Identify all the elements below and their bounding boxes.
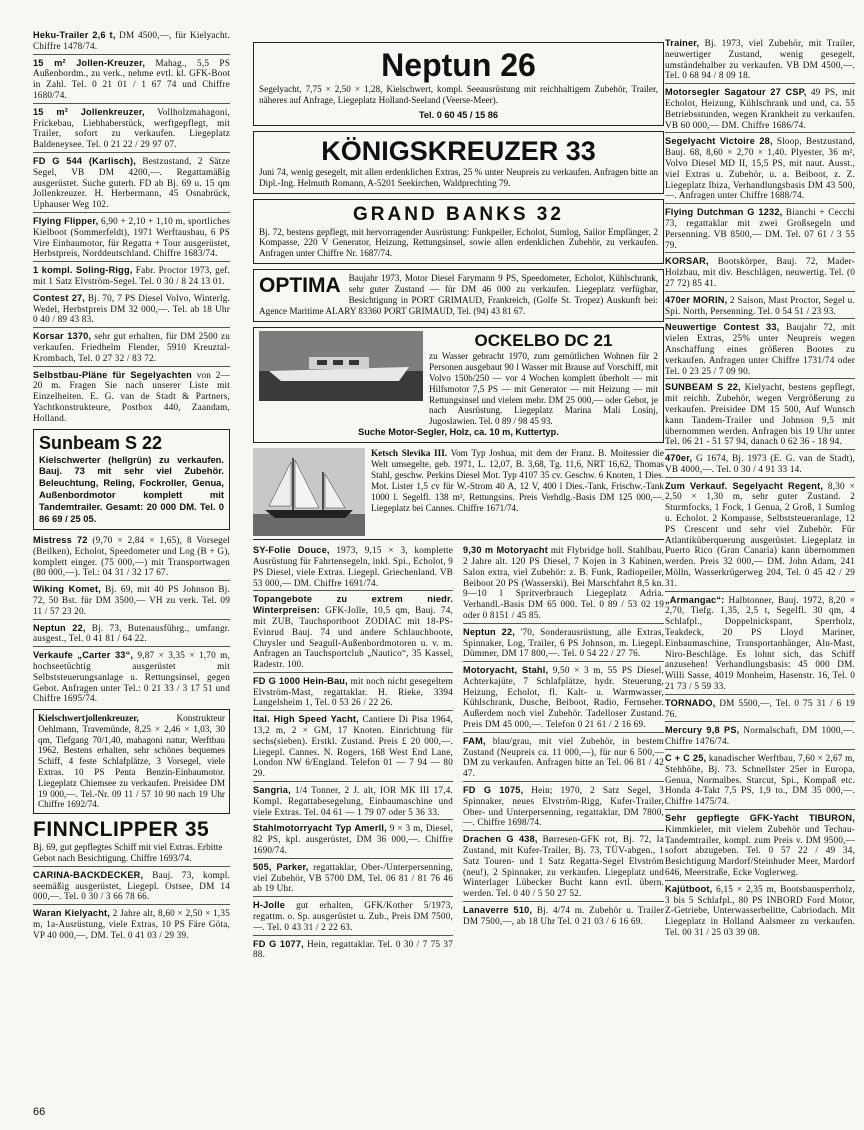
classified-ad xyxy=(253,676,453,711)
optima-ad xyxy=(253,269,664,322)
classified-ad xyxy=(463,736,664,782)
neptun26-ad xyxy=(253,42,664,126)
classified-ad xyxy=(253,545,453,591)
ketsch-ad xyxy=(253,448,664,540)
grandbanks-body: Bj. 72, bestens gepflegt, mit hervorragender Ausrüstung: Funkpeiler, Echolot, Sumlog, Sailor Empfänger, 2 Kompasse, 220 V Generator, Heizung, Rettungsinsel, sowie allen erdenklichen Zubehör, zu verkaufen. Anfragen unter Chiffre Nr. 1687/74. xyxy=(259,226,658,259)
classified-ad xyxy=(33,30,230,55)
ad-body: 9,87 × 3,35 × 1,70 m, hochseetüchtig ausgerüstet mit Selbststeuerungsanlage u. Rettungsinsel, gegen Gebot. Anfragen unter Tel.: 0 21 33 / 3 17 51 und Chiffre 1695/74. xyxy=(33,650,230,704)
ad-body: 9,50 × 3 m, 55 PS Diesel, Achterkajüte, 7 Schlafplätze, hydr. Steuerung, Heizung, Echolot, fl. Kalt- u. Warmwasser, Kühlschrank, Dusche, Beiboot, Radio, Fernseher. Außerdem noch viel Zubehör. Tadelloser Zustand. Preis DM 45 000,—. Telefon 0 21 61 / 2 16 69. xyxy=(463,665,664,730)
sunbeam-body: Kielschwerter (hellgrün) zu verkaufen. Bauj. 73 mit sehr viel Zubehör. Beleuchtung, Reling, Fockroller, Genua, Außenbordmotor komplett mit Tandemtrailer. Gesamt: 20 000 DM. Tel. 0 86 69 / 25 05. xyxy=(39,453,224,525)
ad-heading: 470er, xyxy=(665,453,693,464)
ad-heading: Ital. High Speed Yacht, xyxy=(253,714,359,725)
ad-heading: Topangebote zu extrem niedr. Winterpreisen: xyxy=(253,594,453,616)
classified-ad xyxy=(665,38,855,84)
ad-heading: FD G 1075, xyxy=(463,785,524,796)
column-left xyxy=(33,30,230,946)
ad-body: 1/4 Tonner, 2 J. alt, IOR MK III 17,4. Kompl. Regattabesegelung, Einbaumaschine und viele Extras. Tel. 04 61 — 1 79 07 oder 5 36 33. xyxy=(253,785,453,817)
ad-body: Hein, regattaklar. Tel. 0 30 / 7 75 37 88. xyxy=(253,938,453,960)
ad-heading: Lanaverre 510, xyxy=(463,905,533,916)
column-right xyxy=(665,38,855,943)
koenigskreuzer-body: Juni 74, wenig gesegelt, mit allen erdenklichen Extras, 25 % unter Neupreis zu verkaufen. Anfragen bitte an Dipl.-Ing. Helmuth Romann, A-5201 Seekirchen, Waldprechting 79. xyxy=(259,166,658,188)
ad-heading: CARINA-BACKDECKER, xyxy=(33,869,144,880)
ad-body: Bootskörper, Bauj. 72, Mader-Holzbau, mit div. Beschlägen, neuwertig. Tel. (0 27 72) 85 41. xyxy=(665,256,855,288)
middle-subcolumn-right xyxy=(463,545,664,965)
koenigskreuzer-title: KÖNIGSKREUZER 33 xyxy=(321,135,596,166)
ad-heading: Trainer, xyxy=(665,38,700,48)
ad-body: DM 4500,—, für Kielyacht. Chiffre 1478/74. xyxy=(33,30,230,51)
ad-body: 9 × 3 m, Diesel, 82 PS, kpl. ausgerüstet, DM 36 000,—. Chiffre 1690/74. xyxy=(253,823,453,856)
ad-heading: FD G 1000 Hein-Bau, xyxy=(253,675,348,686)
ockelbo-photo xyxy=(259,331,423,401)
classified-ad xyxy=(463,545,664,624)
classified-ad xyxy=(665,753,855,810)
ad-heading: FD G 1077, xyxy=(253,938,304,949)
ad-body: Bestzustand, 2 Sätze Segel, VB DM 4200,—. Regattamäßig ausgerüstet. Suche guterh. FD ab Bj. 69 u. 15 qm Jollenkreuzer. H. Herbermann, 45 Osnabrück, Uphauser Weg 102. xyxy=(33,155,230,210)
classified-ad xyxy=(665,322,855,379)
ad-heading: 1 kompl. Soling-Rigg, xyxy=(33,265,133,276)
classified-ad xyxy=(665,595,855,695)
ad-body: mit Flybridge holl. Stahlbau, 2 Jahre alt. 120 PS Diesel, 7 Kojen in 3 Kabinen, Salon extra, viel Zubehör: z. B. Funk, Radiopeiler, Beiboot 20 PS (Wasserski). Bei Marschfahrt 8,5 kn. 9—10 l Spritverbrauch Liegeplatz Adria. Verhandl.-Basis DM 65 000. Tel. 0 89 / 53 02 19 oder 0 8151 / 45 85. xyxy=(463,545,664,620)
classified-ad xyxy=(33,331,230,366)
classified-ad xyxy=(253,714,453,782)
kielschwert-head: Kielschwertjollenkreuzer, xyxy=(38,713,139,724)
ockelbo-body: zu Wasser gebracht 1970, zum gemütlichen Wohnen für 2 Personen ausgebaut 90 l Wasser mit Brause auf Vorschiff, mit Volvo 150b/250 — vor 4 Wochen komplett überholt — mit Hilfsmotor 7,5 PS — mit Generator — mit Heizung — mit Rettungsinsel und vielem mehr. DM 25 000,— oder Gebot, je nach Ausrüstung. Liegeplatz Marina Mali Losinj, Jugoslawien. Tel. 0 89 / 98 45 93. xyxy=(429,350,658,427)
grandbanks-ad xyxy=(253,199,664,265)
ad-body: Kimmkieler, mit vielem Zubehör und Techau-Tandemtrailer, kompl. zum Preis v. DM 9500,— sofort abzugeben. Tel. 0 57 22 / 49 34, Besichtigung Mardorf/Steinhuder Meer, Mardorf 646, Meerstraße, Ecke Voglerweg. xyxy=(665,823,855,877)
ad-body: Bj. 1973, viel Zubehör, mit Trailer, neuwertiger Zustand, wenig gesegelt, umständehalber zu verkaufen. VB DM 4500,—. Tel. 0 68 94 / 8 09 18. xyxy=(665,38,855,81)
grandbanks-title: GRAND BANKS 32 xyxy=(353,203,564,225)
ad-heading: Motorsegler Sagatour 27 CSP, xyxy=(665,87,807,98)
classified-ad xyxy=(665,813,855,881)
ad-heading: Heku-Trailer 2,6 t, xyxy=(33,30,116,40)
ad-heading: Kajütboot, xyxy=(665,883,713,894)
ad-body: Sloop, Bestzustand, Bauj. 68, 8,60 × 2,70 × 1,40. Plyester, 36 m², Volvo Diesel MD II, 15,5 PS, mit naut. Ausst., viel Extras u. Zubehör, u. a. Beiboot, z. Z. Liegeplatz Ibiza, Verhandlungsbasis DM 43 500,—. Anfragen unter Chiffre 1688/74. xyxy=(665,136,855,201)
classified-ad xyxy=(463,665,664,733)
middle-subcolumn-left xyxy=(253,545,453,965)
classified-ad xyxy=(665,87,855,133)
ad-body: sehr gut erhalten, für DM 2500 zu verkaufen. Friedhelm Flender, 5910 Kreuztal-Krombach, Tel. 0 27 32 / 83 72. xyxy=(33,331,231,363)
ad-body: Bauj. 73, kompl. seemäßig ausgerüstet, Liegepl. Ostsee, DM 14 000,—. Tel. 0 30 / 3 66 78 66. xyxy=(33,869,230,902)
ad-heading: Zum Verkauf. Segelyacht Regent, xyxy=(665,480,824,491)
classified-ad xyxy=(33,156,230,213)
ad-heading: 9,30 m Motoryacht xyxy=(463,545,548,556)
ad-body: Fabr. Proctor 1973, gef. mit 1 Satz Elvström-Segel. Tel. 0 30 / 8 24 13 01. xyxy=(33,265,230,286)
classified-ad xyxy=(665,725,855,750)
classified-ad xyxy=(33,293,230,328)
classified-ad xyxy=(33,870,230,905)
ad-body: '70, Sonderausrüstung, alle Extras, Spinnaker, Log, Trailer, 6 PS Johnson, m. Liegepl. Dümmer, DM 17 800,—. Tel. 0 54 22 / 27 76. xyxy=(463,626,664,659)
ad-body: Cantiere Di Pisa 1964, 13,2 m, 2 × GM, 17 Knoten. Einrichtung für sechs(sieben). Erstkl. Zustand. Preis £ 20 000,—. Liegepl. Cannes. N. Rogers, 168 West End Lane, London NW 6/England. Telefon 01 — 7 94 — 80 29. xyxy=(253,714,453,779)
classified-ad xyxy=(463,785,664,831)
ad-body: Bj. 70, 7 PS Diesel Volvo, Winterlg. Wedel, Herbstpreis DM 32 000,—. Tel. ab 18 Uhr 0 40 / 89 43 83. xyxy=(33,292,230,325)
ad-body: Halbtonner, Bauj. 1972, 8,20 × 2,70, Tiefg. 1,35, 2,5 t, Segelfl. 30 qm, 4 Schlafpl., Doppelnickspant, Sperrholz, Teakdeck, 20 PS Lloyd Mariner, Einbaumaschine, Transportanhänger, Alu-Mast, Niro-Beschläge. Es lohnt sich, das Schiff anzusehen! Verhandlungsbasis: 45 000 DM. Willi Sasse, 4019 Monheim, Hasenstr. 16, Tel. 0 21 73 / 5 59 33. xyxy=(665,594,855,692)
column-middle xyxy=(253,30,664,965)
ad-body: Kielyacht, bestens gepflegt, mit reichh. Zubehör, wegen Vergrößerung zu verkaufen. Preisidee DM 15 500, Auf Wunsch kann Tandem-Trailer und Johnson 9,5 mit übernommen werden. Anfragen bis 19 Uhr unter Tel. 06 21 - 51 57 94, danach 0 62 36 - 18 94. xyxy=(665,382,855,447)
ockelbo-ad xyxy=(253,327,664,443)
koenigskreuzer-ad xyxy=(253,131,664,194)
ad-heading: Korsar 1370, xyxy=(33,331,92,342)
kielschwert-body: Konstrukteur Oehlmann, Travemünde, 8,25 × 2,46 × 1,03, 30 qm, Tiefgang 70/1,40, mahagoni natur, Werftbau 1962. Bestens erhalten, sehr schönes bequemes Schiff, 4 feste Schlafplätze, 3 Vorsegel, viele Extras. 10 PS Penta Benzin-Einbaumotor. Liegeplatz Chiemsee zu verkaufen. Preisidee DM 19 000,—. Tel.-Nr. 09 11 / 57 10 90 nach 19 Uhr Chiffre 1692/74. xyxy=(38,713,225,810)
ad-heading: KORSAR, xyxy=(665,256,709,267)
ad-body: Hein; 1970, 2 Satz Segel, 3 Spinnaker, neues Elvström-Rigg, Kufer-Trailer, Ober- und Unterpersenning, regattaklar, DM 7800,—. Chiffre 1698/74. xyxy=(463,785,664,828)
ad-body: 8,30 × 2,50 × 1,30 m, sehr guter Zustand. 2 Sturmfocks, 1 Fock, 1 Genua, 2 Groß, 1 Sumlog u. Echolot. 2 Kompasse, Selbststeueranlage, 12 PS Crescent und sehr viel Zubehör. Für Atlantiküberquerung ausgerüstet. Liegeplatz in Puerto Rico (Gran Canaria) kann übernommen werden. Preis 32 000,— DM. John Adam, 241 Mölln, Wasserkrügerweg 204, Tel. 0 45 42 / 29 31. xyxy=(665,480,855,588)
ad-body: 1973, 9,15 × 3, komplette Ausrüstung für Fahrtensegeln, inkl. Spi., Echolot, 9 PS Diesel, viele Extras. Liegepl. Griechenland. VB 53 000,— DM. Chiffre 1691/74. xyxy=(253,545,453,588)
ad-heading: H-Jolle xyxy=(253,900,286,911)
ad-heading: Neuwertige Contest 33, xyxy=(665,322,780,333)
ad-heading: TORNADO, xyxy=(665,697,716,708)
ad-heading: Stahlmotorryacht Typ Amerll, xyxy=(253,823,387,834)
classified-ad xyxy=(253,823,453,858)
classified-ad xyxy=(665,382,855,450)
classified-ad xyxy=(463,905,664,929)
ad-heading: Selbstbau-Pläne für Segelyachten xyxy=(33,369,192,380)
ad-heading: Sangria, xyxy=(253,785,291,796)
ad-body: von 2—20 m. Fragen Sie nach unserer Liste mit Einzelheiten. E. G. van de Stadt & Partners, Yachtkonstrukteure, Postbox 440, Zaandam, Holland. xyxy=(33,369,230,423)
page-number: 66 xyxy=(33,1106,46,1118)
classified-ad xyxy=(33,650,230,706)
classified-ad xyxy=(33,58,230,104)
classified-ad xyxy=(33,584,230,619)
sunbeam-ad xyxy=(33,429,230,530)
classified-ad xyxy=(665,481,855,592)
ad-body: regattaklar, Ober-/Unterpersenning, viel Zubehör, VB 5700 DM, Tel. 06 81 / 81 76 46 ab 19 Uhr. xyxy=(253,861,453,894)
motorboat-image xyxy=(259,331,423,401)
ad-body: Baujahr 72, mit vielen Extras, 25% unter Neupreis wegen Anschaffung eines größeren Bootes zu verkaufen. Anfragen unter Chiffre 1731/74 oder Tel. 0 23 25 / 7 09 90. xyxy=(665,322,855,376)
ad-body: DM 5500,—, Tel. 0 75 31 / 6 19 76. xyxy=(665,697,855,719)
ad-body: blau/grau, mit viel Zubehör, in bestem Zustand (Neupreis ca. 11 000,—), für nur 6 500,— DM zu verkaufen. Anfragen bitte an Tel. 06 81 / 42 47. xyxy=(463,735,664,779)
ad-heading: Sehr gepflegte GFK-Yacht TIBURON, xyxy=(665,813,855,823)
ad-body: Børresen-GFK rot, Bj. 72, Ia Zustand, mit Kufer-Trailer, Bj. 73, TÜV-abgen., 1 Satz Touren- und 1 Satz Regatta-Segel Elvström (neu!), 2 Spinnaker, zu verkaufen. Liegeplatz und Winterlager Lübecker Bucht kann evtl. übern. werden. Tel. 0 40 / 5 50 27 52. xyxy=(463,834,664,899)
ad-heading: Neptun 22, xyxy=(463,626,516,637)
ad-heading: Drachen G 438, xyxy=(463,834,538,845)
ad-body: 2 Jahre alt, 8,60 × 2,50 × 1,35 m, 1a-Ausrüstung, viele Extras, 10 PS Färe Göta, VP 40 000,—, DM. Tel. 0 41 03 / 29 39. xyxy=(33,908,230,940)
ad-body: Normalschaft, DM 1000,—. Chiffre 1476/74. xyxy=(665,725,855,747)
ad-body: gut erhalten, GFK/Kother 5/1973, regattm. o. Sp. ausgerüstet u. Zub., Preis DM 7500,—. Tel. 0 43 31 / 2 22 63. xyxy=(253,900,453,932)
classified-ad xyxy=(665,698,855,723)
classified-ad xyxy=(253,594,453,673)
neptun26-body: Segelyacht, 7,75 × 2,50 × 1,28, Kielschwert, kompl. Seeausrüstung mit reichhaltigem Zubehör, Trailer, näheres auf Anfrage, Liegeplatz Holland-Seeland (Veerse-Meer). xyxy=(259,84,658,105)
finnclipper-title: FINNCLIPPER 35 xyxy=(33,818,210,842)
ad-heading: 505, Parker, xyxy=(253,861,309,872)
finnclipper-body: Bj. 69, gut gepflegtes Schiff mit viel Extras. Erbitte Gebot nach Besichtigung. Chiffre 1693/74. xyxy=(33,842,223,864)
classified-ad xyxy=(33,535,230,581)
ad-body: G 1674, Bj. 1973 (E. G. van de Stadt), VB 4000,—. Tel. 0 30 / 4 91 33 14. xyxy=(665,453,855,474)
classified-ad xyxy=(463,834,664,902)
ad-heading: Segelyacht Victoire 28, xyxy=(665,136,773,147)
ad-heading: 15 m² Jollenkreuzer, xyxy=(33,106,145,117)
sailboat-image xyxy=(253,448,365,536)
ad-heading: „Armangac“: xyxy=(665,594,725,605)
ketsch-body: Vom Typ Joshua, mit dem der Franz. B. Moitessier die Welt umsegelte, geb. 1971, L. 12,07, B. 3,68, Tg. 11,6, NRT 16,62, Thomas Stahl, geschw. Perkins Diesel Mot. Typ 4107 35 cv. Geschw. 6 Knoten, 1 Dies. Mot. Lister 1,5 cv für W.-Strom 40 A, 12 V, 400 l Dies.-Tank, Frischw.-Tank 1000 l. Segelfl. 138 m², Rettungsins. Preis Verhdlg.-Basis DM 125 000,—. Liegeplatz bei Cannes. Chiffre 1671/74. xyxy=(371,448,664,513)
ad-heading: Motoryacht, Stahl, xyxy=(463,665,549,676)
ad-body: Vollholzmahagoni, Frickebau, Liebhaberstück, werftgepflegt, mit Trailer, sofort zu verkaufen. Liegeplatz Baldeneysee. Tel. 0 21 22 / 29 97 07. xyxy=(33,106,230,150)
classified-ad xyxy=(33,623,230,648)
kielschwert-ad xyxy=(33,709,230,814)
classified-ad xyxy=(33,370,230,426)
classified-ad xyxy=(33,216,230,262)
ad-body: Bj. 69, mit 40 PS Johnson Bj. 72, 50 Bst. für DM 3500,— VH zu verk. Tel. 09 11 / 57 23 20. xyxy=(33,584,230,616)
ad-heading: C + C 25, xyxy=(665,753,707,764)
ad-heading: FD G 544 (Karlisch), xyxy=(33,155,137,166)
ad-heading: SY-Folie Douce, xyxy=(253,545,330,556)
ockelbo-title: OCKELBO DC 21 xyxy=(474,330,613,350)
classified-ad xyxy=(253,862,453,897)
ad-heading: 15 m² Jollen-Kreuzer, xyxy=(33,57,146,68)
classified-ad xyxy=(463,627,664,662)
ad-body: 49 PS, mit Echolot, Heizung, Kühlschrank und und, ca. 55 Betriebsstunden, wegen Krankheit zu verkaufen. VB 60 000,— DM. Chiffre 1686/74. xyxy=(665,87,855,130)
ockelbo-foot: Suche Motor-Segler, Holz, ca. 10 m, Kuttertyp. xyxy=(358,427,559,438)
classified-ad xyxy=(665,453,855,478)
ad-heading: Contest 27, xyxy=(33,292,86,303)
ketsch-head: Ketsch Slevika III. xyxy=(371,448,448,459)
ad-body: GFK-Jolle, 10,5 qm, Bauj. 74, mit ZUB, Tauchsportboot ZODIAC mit 18-PS-Evinrud Bauj. 74 und andere Schlauchboote, Chrysler und Seagull-Außenbordmotoren u. v. m. Anfragen an Tauchsportclub „Nautico“, 35 Kassel, Radestr. 100. xyxy=(253,605,453,670)
classified-ad xyxy=(665,136,855,204)
ad-heading: FAM, xyxy=(463,735,486,746)
optima-title: OPTIMA xyxy=(259,274,341,298)
ad-heading: Mistress 72 xyxy=(33,534,88,545)
classified-ad xyxy=(33,107,230,153)
ad-heading: Mercury 9,8 PS, xyxy=(665,725,740,736)
ad-body: Bj. 73, Butenausführg., umfangr. ausgest., Tel. 0 41 81 / 64 22. xyxy=(33,622,230,644)
ad-body: kanadischer Werftbau, 7,60 × 2,67 m, Stehhöhe, Bj. 73. Schnellster 25er in Europa, Genua, Normalbes. Starcut, Spi., Kompaß etc. Honda 4-Takt 7,5 PS, 1,9 to., DM 35 000,—. Chiffre 1475/74. xyxy=(665,753,855,807)
sunbeam-title: Sunbeam S 22 xyxy=(39,432,163,453)
classified-ad xyxy=(253,785,453,820)
ad-heading: Waran Kielyacht, xyxy=(33,908,111,919)
ad-heading: Neptun 22, xyxy=(33,622,86,633)
ad-body: mit noch nicht gesegeltem Elvström-Mast, regattaklar. H. Rieke, 3394 Langelsheim 1, Tel. 0 53 26 / 22 26. xyxy=(253,675,453,708)
classified-ad xyxy=(665,207,855,253)
finnclipper-ad xyxy=(33,818,230,867)
ad-heading: Wiking Komet, xyxy=(33,584,101,595)
classified-ad xyxy=(33,908,230,942)
ad-body: 2 Saison, Mast Proctor, Segel u. Spi. North, Persenning. Tel. 0 54 51 / 23 93. xyxy=(665,294,855,316)
neptun26-tel: Tel. 0 60 45 / 15 86 xyxy=(419,109,498,120)
classified-ad xyxy=(253,939,453,963)
ad-heading: Verkaufe „Carter 33“, xyxy=(33,650,134,661)
classified-ad xyxy=(33,265,230,290)
classified-ad xyxy=(665,295,855,320)
ad-body: Bj. 4/74 m. Zubehör u. Trailer DM 7500,—, ab 18 Uhr Tel. 0 21 03 / 6 16 69. xyxy=(463,905,664,926)
ad-body: (9,70 × 2,84 × 1,65), 8 Vorsegel (Beilken), Echolot, Speedometer und Log (B + G), komplett einger. (75 000,—) mit Transportwagen (80 000,—). Tel.: 04 31 / 32 17 67. xyxy=(33,534,230,578)
classified-ad xyxy=(665,884,855,940)
classified-ad xyxy=(253,900,453,935)
ad-body: Bianchi + Cecchi 73, regattaklar mit zwei Großsegeln und Persenning. VB 8500,— DM. Tel. 07 61 / 3 55 79. xyxy=(665,207,855,250)
neptun26-title: Neptun 26 xyxy=(381,47,536,83)
ad-body: 6,90 + 2,10 + 1,10 m, sportliches Kielboot (Sommerfeldt), 1971 Werftausbau, 6 PS Vire Einbaumotor, für Regatta + Tour ausgerüstet, Herbstpreis, Norddeutschland. Chiffre 1683/74. xyxy=(33,215,230,259)
ad-heading: SUNBEAM S 22, xyxy=(665,382,741,393)
ad-body: Mahag., 5,5 PS Außenbordm., zu verk., nehme evtl. kl. GFK-Boot in Zahl. Tel. 0 21 01 / 1 67 74 und Chiffre 1680/74. xyxy=(33,57,230,100)
ketsch-photo xyxy=(253,448,365,536)
ad-body: 6,15 × 2,35 m, Bootsbausperrholz, 3 bis 5 Schlafpl., 80 PS INBORD Ford Motor, Z-Getriebe, Unterwasserbelitte, Cabriodach. Mit Liegeplatz in Holland Aalsmeer zu verkaufen. Tel. 00 31 / 25 03 39 08. xyxy=(665,883,855,937)
ad-heading: Flying Flipper, xyxy=(33,215,99,226)
ad-heading: 470er MORIN, xyxy=(665,294,728,305)
optima-body: Baujahr 1973, Motor Diesel Farymann 9 PS, Speedometer, Echolot, Kühlschrank, sehr guter Zustand — für DM 46 000 zu verkaufen. Liegeplatz verfügbar, Besichtigung in PORT GRIMAUD, Frankreich, (Golfe St. Tropez) Auskunft bei: Agence Maritime ALARY 83360 PORT GRIMAUD, Tel. (94) 43 81 67. xyxy=(259,273,658,316)
classified-ad xyxy=(665,256,855,291)
ad-heading: Flying Dutchman G 1232, xyxy=(665,207,783,218)
